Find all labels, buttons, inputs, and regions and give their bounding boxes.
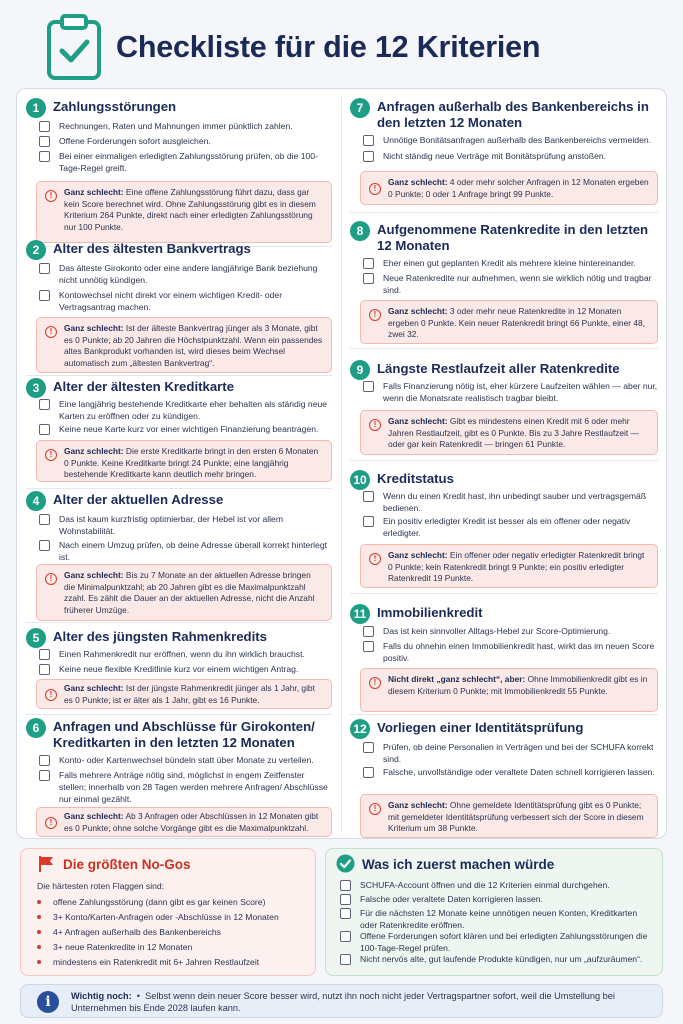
todo-box: Was ich zuerst machen würde SCHUFA-Account öffnen und die 12 Kriterien einmal durchgehen. Falsche oder veraltete Daten korrigieren lassen. Für die nächsten 12 Monate keine unnötigen neuen Konten, Kreditkarten oder Ratenkredite eröffnen. Offene Forderungen sofort klären und bei erledigten Zahlungsstörungen die 100-Tage-Regel prüfen. Nicht nervös alte, gut laufende Produkte kündigen, nur um „aufzuräumen“.	[325, 848, 663, 976]
alert-icon: !	[45, 817, 57, 829]
bullet-icon	[37, 930, 41, 934]
list-item: 3+ neue Ratenkredite in 12 Monaten	[37, 941, 192, 953]
list-item: 4+ Anfragen außerhalb des Bankenbereichs	[37, 926, 221, 938]
alert-icon: !	[45, 326, 57, 338]
divider	[26, 375, 332, 376]
criterion-9: 9 Längste Restlaufzeit aller Ratenkredite Falls Finanzierung nötig ist, eher kürzere Laufzeiten wählen — aber nur, wenn die Monatsrate realistisch tragbar bleibt. ! Ganz schlecht: Gibt es mindestens einen Kredit mit 6 oder mehr Jahren Restlaufzeit, gibt es 0 Punkte. Bis zu 3 Jahre Restlaufzeit — oder gar kein Ratenkredit — bringen 61 Punkte.	[350, 360, 658, 460]
bullet-icon	[37, 945, 41, 949]
criterion-title: Alter des jüngsten Rahmenkredits	[53, 629, 267, 644]
criterion-number: 1	[26, 98, 46, 118]
checkbox[interactable]	[39, 649, 50, 660]
checkbox[interactable]	[39, 151, 50, 162]
checkbox[interactable]	[340, 908, 351, 919]
bullet-icon	[37, 900, 41, 904]
criterion-number: 5	[26, 628, 46, 648]
divider	[26, 622, 332, 623]
warning-box: ! Ganz schlecht: 4 oder mehr solcher Anfragen in 12 Monaten ergeben 0 Punkte; 0 oder 1 Anfrage bringt 99 Punkte.	[360, 171, 658, 205]
warning-box: ! Ganz schlecht: Ist der jüngste Rahmenkredit jünger als 1 Jahr, gibt es 0 Punkte; ist er älter als 1 Jahr, gibt es 16 Punkte.	[36, 679, 332, 709]
checkbox[interactable]	[39, 290, 50, 301]
warning-box: ! Ganz schlecht: 3 oder mehr neue Ratenkredite in 12 Monaten ergeben 0 Punkte. Kein neuer Ratenkredit bringt 66 Punkte, einer 48, zwei 32.	[360, 300, 658, 344]
criterion-7: 7 Anfragen außerhalb des Bankenbereichs in den letzten 12 Monaten Unnötige Bonitätsanfragen außerhalb des Bankenbereichs vermeiden. Nicht ständig neue Verträge mit Bonitätsprüfung anstoßen. ! Ganz schlecht: 4 oder mehr solcher Anfragen in 12 Monaten ergeben 0 Punkte; 0 oder 1 Anfrage bringt 99 Punkte.	[350, 98, 658, 208]
alert-icon: !	[369, 419, 381, 431]
divider	[350, 593, 658, 594]
criterion-title: Längste Restlaufzeit aller Ratenkredite	[377, 361, 620, 376]
warning-box: ! Ganz schlecht: Die erste Kreditkarte bringt in den ersten 6 Monaten 0 Punkte. Keine Kreditkarte bringt 24 Punkte; eine langjährig bestehende Kreditkarte kann deutlich mehr bringen.	[36, 440, 332, 482]
checkbox[interactable]	[39, 263, 50, 274]
criterion-4: 4 Alter der aktuellen Adresse Das ist kaum kurzfristig optimierbar, der Hebel ist vor allem Wohnstabilität. Nach einem Umzug prüfen, ob deine Adresse überall korrekt hinterlegt ist. ! Ganz schlecht: Bis zu 7 Monate an der aktuellen Adresse bringen die Minimalpunktzahl; ab 20 Jahren gibt es die Maximalpunktzahl zzahl. Es zählt die Dauer an der aktuellen Adresse, nicht die Anzahl früherer Umzüge.	[26, 491, 332, 621]
alert-icon: !	[45, 190, 57, 202]
alert-icon: !	[369, 803, 381, 815]
criterion-2: 2 Alter des ältesten Bankvertrags Das älteste Girokonto oder eine andere langjährige Bank beziehung nicht unnötig kündigen. Kontowechsel nicht direkt vor einem wichtigen Kredit- oder Vertragsantrag machen. ! Ganz schlecht: Ist der älteste Bankvertrag jünger als 3 Monate, gibt es 0 Punkte; ab 20 Jahren die Höchstpunktzahl. Wenn ein passendes altes Bankprodukt vorhanden ist, wird dieses beim Wechsel automatisch zum „ältesten Bankvertrag“.	[26, 240, 332, 370]
criterion-title: Vorliegen einer Identitätsprüfung	[377, 720, 584, 735]
criterion-title: Immobilienkredit	[377, 605, 483, 620]
page-title: Checkliste für die 12 Kriterien	[116, 30, 541, 64]
checkbox[interactable]	[363, 135, 374, 146]
warning-box: ! Ganz schlecht: Eine offene Zahlungsstörung führt dazu, dass gar kein Score berechnet wird. Ohne Zahlungsstörung gibt es in diesem Kriterium 264 Punkte, direkt nach einer erledigten Zahlungsstörung nur 100 Punkte.	[36, 181, 332, 243]
checkbox[interactable]	[39, 121, 50, 132]
criterion-11: 11 Immobilienkredit Das ist kein sinnvoller Alltags-Hebel zur Score-Optimierung. Falls du ohnehin einen Immobilienkredit hast, wirkt das im neuen Score positiv. ! Nicht direkt „ganz schlecht“, aber: Ohne Immobilienkredit gibt es in diesem Kriterium 0 Punkte; mit Immobilienkredit 55 Punkte.	[350, 604, 658, 714]
checkbox[interactable]	[39, 136, 50, 147]
criterion-number: 8	[350, 221, 370, 241]
criterion-title: Alter der ältesten Kreditkarte	[53, 379, 235, 394]
divider	[26, 714, 332, 715]
criterion-3: 3 Alter der ältesten Kreditkarte Eine langjährig bestehende Kreditkarte eher behalten als ständig neue Karten zu eröffnen oder zu kündigen. Keine neue Karte kurz vor einer wichtigen Finanzierung beantragen. ! Ganz schlecht: Die erste Kreditkarte bringt in den ersten 6 Monaten 0 Punkte. Keine Kreditkarte bringt 24 Punkte; eine langjährig bestehende Kreditkarte kann deutlich mehr bringen.	[26, 378, 332, 488]
criterion-title: Alter des ältesten Bankvertrags	[53, 241, 251, 256]
criterion-number: 4	[26, 491, 46, 511]
warning-box: ! Ganz schlecht: Gibt es mindestens einen Kredit mit 6 oder mehr Jahren Restlaufzeit, gibt es 0 Punkte. Bis zu 3 Jahre Restlaufzeit — oder gar kein Ratenkredit — bringen 61 Punkte.	[360, 410, 658, 455]
warning-box: ! Ganz schlecht: Ist der älteste Bankvertrag jünger als 3 Monate, gibt es 0 Punkte; ab 20 Jahren die Höchstpunktzahl. Wenn ein passendes altes Bankprodukt vorhanden ist, wird dieses beim Wechsel automatisch zum „ältesten Bankvertrag“.	[36, 317, 332, 373]
criterion-title: Aufgenommene Ratenkredite in den letzten 12 Monaten	[377, 222, 649, 253]
checkbox[interactable]	[363, 273, 374, 284]
checkbox[interactable]	[363, 151, 374, 162]
divider	[350, 348, 658, 349]
criterion-6: 6 Anfragen und Abschlüsse für Girokonten/ Kreditkarten in den letzten 12 Monaten Konto- oder Kartenwechsel bündeln statt über Monate zu verteilen. Falls mehrere Anträge nötig sind, möglichst in engem Zeitfenster stellen; innerhalb von 28 Tagen werden mehrere Anfragen/ Abschlüsse nur einmal gezählt. ! Ganz schlecht: Ab 3 Anfragen oder Abschlüssen in 12 Monaten gibt es 0 Punkte; ohne solche Vorgänge gibt es die Maximalpunktzahl.	[26, 718, 332, 838]
alert-icon: !	[369, 183, 381, 195]
criterion-number: 12	[350, 719, 370, 739]
criterion-number: 11	[350, 604, 370, 624]
checkbox[interactable]	[340, 931, 351, 942]
flag-icon	[37, 855, 55, 873]
nogo-title: Die größten No-Gos	[63, 857, 191, 872]
checkbox[interactable]	[340, 954, 351, 965]
nogo-intro: Die härtesten roten Flaggen sind:	[37, 881, 165, 891]
warning-box: ! Ganz schlecht: Ein offener oder negativ erledigter Ratenkredit bringt 0 Punkte; kein Ratenkredit bringt 9 Punkte; ein positiv erledigter Ratenkredit 19 Punkte.	[360, 544, 658, 588]
checkbox[interactable]	[39, 755, 50, 766]
criterion-number: 7	[350, 98, 370, 118]
checkbox[interactable]	[340, 880, 351, 891]
checkbox[interactable]	[39, 399, 50, 410]
criterion-title: Kreditstatus	[377, 471, 454, 486]
bullet-icon	[37, 960, 41, 964]
criterion-title: Anfragen außerhalb des Bankenbereichs in den letzten 12 Monaten	[377, 99, 649, 130]
info-text: Wichtig noch: • Selbst wenn dein neuer Score besser wird, nutzt ihn noch nicht jeder Vertragspartner sofort, weil die Umstellung bei Unternehmen bis Ende 2028 laufen kann.	[71, 991, 615, 1013]
criterion-title: Alter der aktuellen Adresse	[53, 492, 224, 507]
checkbox[interactable]	[39, 514, 50, 525]
checkbox[interactable]	[363, 767, 374, 778]
list-item: 3+ Konto/Karten-Anfragen oder -Abschlüsse in 12 Monaten	[37, 911, 279, 923]
checkbox[interactable]	[39, 664, 50, 675]
criterion-8: 8 Aufgenommene Ratenkredite in den letzten 12 Monaten Eher einen gut geplanten Kredit als mehrere kleine hintereinander. Neue Ratenkredite nur aufnehmen, wenn sie wirklich nötig und tragbar sind. ! Ganz schlecht: 3 oder mehr neue Ratenkredite in 12 Monaten ergeben 0 Punkte. Kein neuer Ratenkredit bringt 66 Punkte, einer 48, zwei 32.	[350, 221, 658, 346]
warning-box: ! Ganz schlecht: Ab 3 Anfragen oder Abschlüssen in 12 Monaten gibt es 0 Punkte; ohne solche Vorgänge gibt es die Maximalpunktzahl.	[36, 807, 332, 837]
warning-box: ! Ganz schlecht: Ohne gemeldete Identitätsprüfung gibt es 0 Punkte; mit gemeldeter Identitätsprüfung verbessert sich der Score in diesem Kriterium um 38 Punkte.	[360, 794, 658, 838]
checkbox[interactable]	[363, 381, 374, 392]
todo-title: Was ich zuerst machen würde	[362, 857, 555, 872]
criterion-number: 10	[350, 470, 370, 490]
checkbox[interactable]	[39, 424, 50, 435]
alert-icon: !	[45, 449, 57, 461]
alert-icon: !	[45, 573, 57, 585]
alert-icon: !	[45, 689, 57, 701]
check-circle-icon	[336, 854, 355, 873]
divider	[350, 714, 658, 715]
alert-icon: !	[369, 553, 381, 565]
criterion-number: 6	[26, 718, 46, 738]
criterion-number: 3	[26, 378, 46, 398]
criterion-title: Anfragen und Abschlüsse für Girokonten/ Kreditkarten in den letzten 12 Monaten	[53, 719, 315, 750]
criterion-number: 2	[26, 240, 46, 260]
checkbox[interactable]	[363, 641, 374, 652]
page-header	[0, 0, 683, 88]
alert-icon: !	[369, 677, 381, 689]
divider	[350, 460, 658, 461]
checkbox[interactable]	[340, 894, 351, 905]
info-icon: i	[37, 991, 59, 1013]
divider	[26, 488, 332, 489]
divider	[350, 212, 658, 213]
list-item: mindestens ein Ratenkredit mit 6+ Jahren Restlaufzeit	[37, 956, 259, 968]
criterion-title: Zahlungsstörungen	[53, 99, 177, 114]
criterion-1: 1 Zahlungsstörungen Rechnungen, Raten und Mahnungen immer pünktlich zahlen. Offene Forderungen sofort ausgleichen. Bei einer einmaligen erledigten Zahlungsstörung prüfen, ob die 100-Tage-Regel greift. ! Ganz schlecht: Eine offene Zahlungsstörung führt dazu, dass gar kein Score berechnet wird. Ohne Zahlungsstörung gibt es in diesem Kriterium 264 Punkte, direkt nach einer erledigten Zahlungsstörung nur 100 Punkte.	[26, 98, 332, 248]
criterion-5: 5 Alter des jüngsten Rahmenkredits Einen Rahmenkredit nur eröffnen, wenn du ihn wirklich brauchst. Keine neue flexible Kreditlinie kurz vor einem wichtigen Antrag. ! Ganz schlecht: Ist der jüngste Rahmenkredit jünger als 1 Jahr, gibt es 0 Punkte; ist er älter als 1 Jahr, gibt es 16 Punkte.	[26, 628, 332, 708]
column-divider	[341, 96, 342, 832]
criterion-12: 12 Vorliegen einer Identitätsprüfung Prüfen, ob deine Personalien in Verträgen und bei der SCHUFA korrekt sind. Falsche, unvollständige oder veraltete Daten schnell korrigieren lassen. ! Ganz schlecht: Ohne gemeldete Identitätsprüfung gibt es 0 Punkte; mit gemeldeter Identitätsprüfung verbessert sich der Score in diesem Kriterium um 38 Punkte.	[350, 719, 658, 839]
checkbox[interactable]	[363, 491, 374, 502]
alert-icon: !	[369, 309, 381, 321]
checkbox[interactable]	[363, 516, 374, 527]
checkbox[interactable]	[363, 626, 374, 637]
clipboard-check-icon	[45, 14, 103, 80]
warning-box: ! Nicht direkt „ganz schlecht“, aber: Ohne Immobilienkredit gibt es in diesem Kriterium 0 Punkte; mit Immobilienkredit 55 Punkte.	[360, 668, 658, 712]
list-item: offene Zahlungsstörung (dann gibt es gar keinen Score)	[37, 896, 265, 908]
criterion-number: 9	[350, 360, 370, 380]
checkbox[interactable]	[39, 540, 50, 551]
checkbox[interactable]	[363, 742, 374, 753]
warning-box: ! Ganz schlecht: Bis zu 7 Monate an der aktuellen Adresse bringen die Minimalpunktzahl; ab 20 Jahren gibt es die Maximalpunktzahl zzahl. Es zählt die Dauer an der aktuellen Adresse, nicht die Anzahl früherer Umzüge.	[36, 564, 332, 621]
checkbox[interactable]	[39, 770, 50, 781]
checkbox[interactable]	[363, 258, 374, 269]
criterion-10: 10 Kreditstatus Wenn du einen Kredit hast, ihn unbedingt sauber und vertragsgemäß bedienen. Ein positiv erledigter Kredit ist besser als ein offener oder negativ erledigter. ! Ganz schlecht: Ein offener oder negativ erledigter Ratenkredit bringt 0 Punkte; kein Ratenkredit bringt 9 Punkte; ein positiv erledigter Ratenkredit 19 Punkte.	[350, 470, 658, 590]
nogo-box	[20, 848, 316, 976]
bullet-icon	[37, 915, 41, 919]
info-note	[20, 984, 663, 1018]
